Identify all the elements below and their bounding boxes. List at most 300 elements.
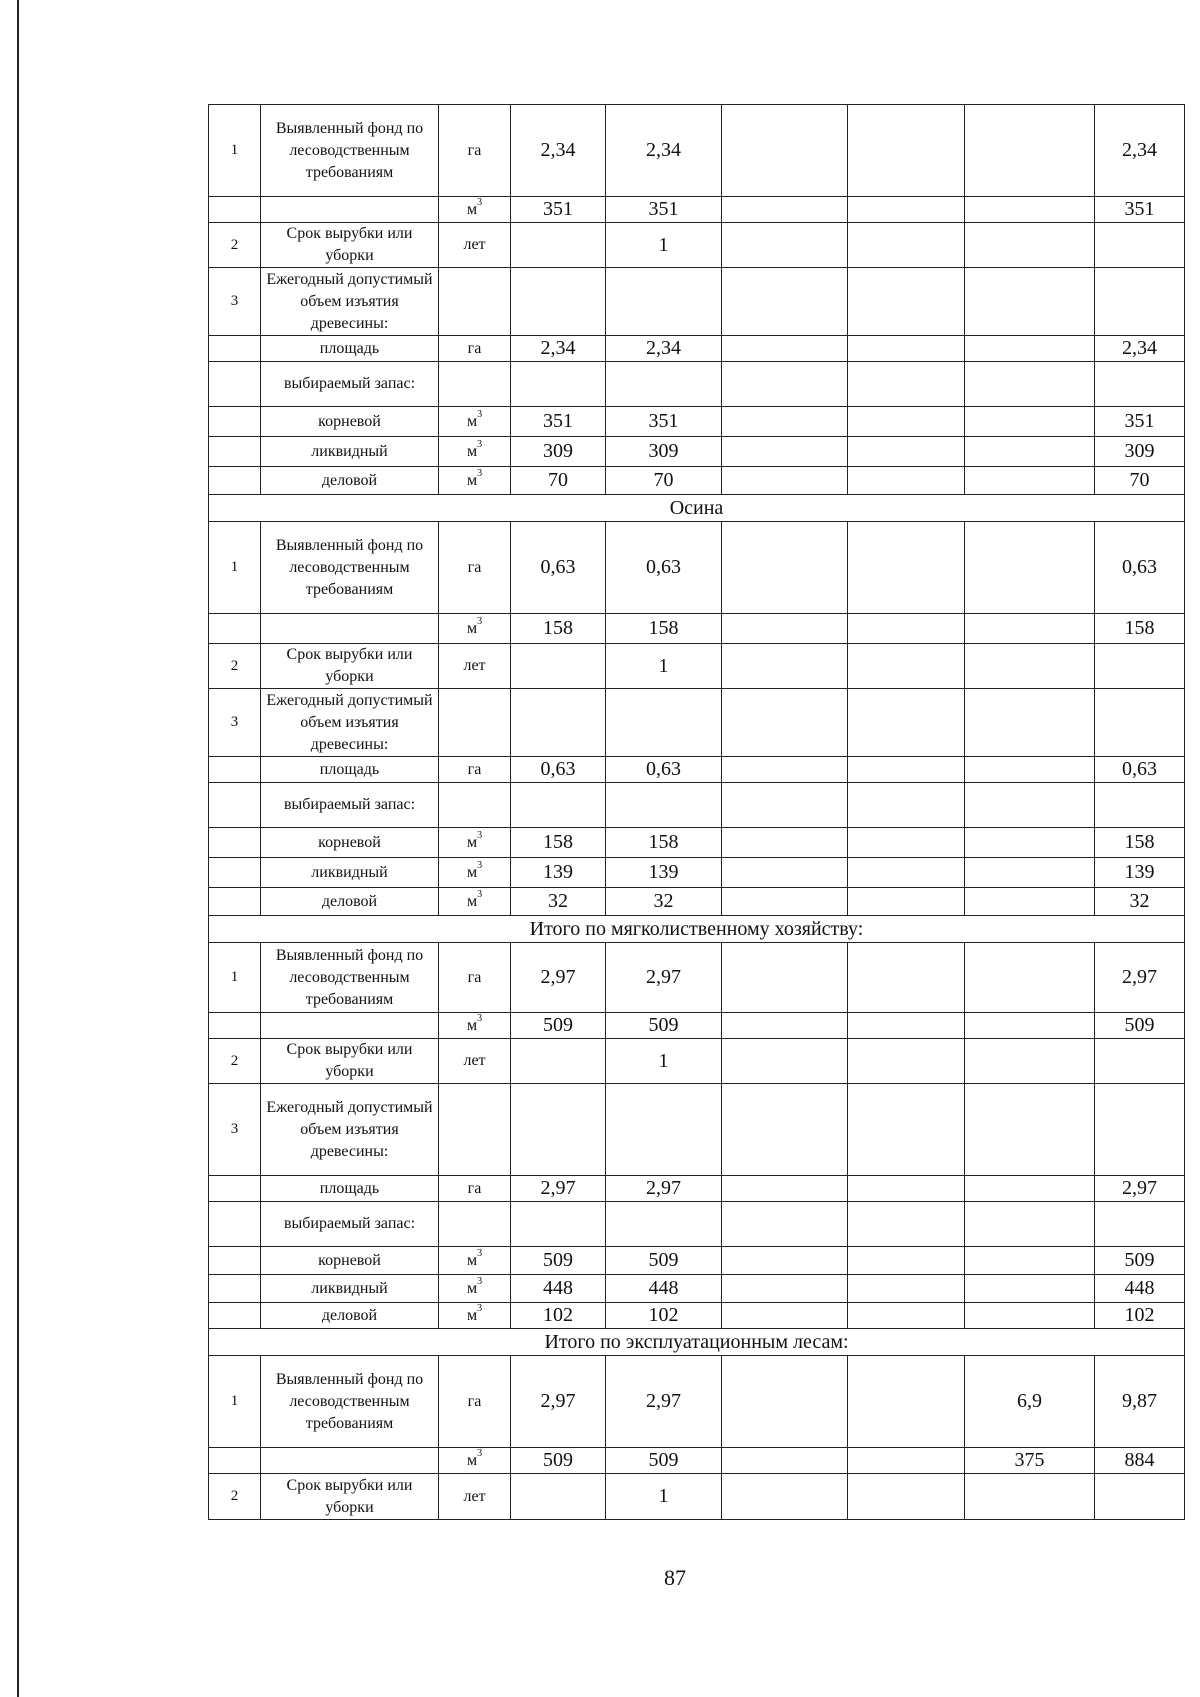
unit-cell	[439, 1247, 511, 1275]
value-cell-3	[722, 197, 848, 223]
indicator-label-cell: ликвидный	[261, 1275, 439, 1303]
unit-text: га	[467, 558, 482, 576]
value-cell-2: 1	[606, 223, 722, 268]
table-row	[209, 1474, 1185, 1520]
value-cell-1: 509	[511, 1448, 606, 1474]
row-number-cell: 1	[209, 105, 261, 197]
unit-cell	[439, 336, 511, 362]
value-cell-1	[511, 644, 606, 689]
unit-text: лет	[463, 657, 486, 674]
value-cell-3	[722, 689, 848, 757]
table-row	[209, 943, 1185, 1013]
value-cell-1: 2,34	[511, 105, 606, 197]
value-cell-4	[848, 105, 965, 197]
row-number-cell: 3	[209, 689, 261, 757]
table-row	[209, 1176, 1185, 1202]
indicator-label-cell: Выявленный фонд по лесоводственным требованиям	[261, 105, 439, 197]
table-row	[209, 614, 1185, 644]
indicator-label-cell	[261, 197, 439, 223]
value-cell-4	[848, 197, 965, 223]
value-cell-5	[965, 467, 1095, 495]
value-cell-2: 1	[606, 644, 722, 689]
value-cell-4	[848, 1013, 965, 1039]
value-cell-2: 509	[606, 1247, 722, 1275]
row-number-cell	[209, 888, 261, 916]
value-cell-1	[511, 1474, 606, 1520]
indicator-label-cell: Срок вырубки или уборки	[261, 1039, 439, 1084]
unit-exponent: 3	[477, 1012, 483, 1024]
value-cell-6: 509	[1095, 1013, 1185, 1039]
value-cell-4	[848, 644, 965, 689]
indicator-label-cell	[261, 1448, 439, 1474]
value-cell-4	[848, 362, 965, 407]
indicator-label-cell: деловой	[261, 888, 439, 916]
unit-text: га	[467, 760, 482, 778]
unit-cell	[439, 1303, 511, 1329]
value-cell-4	[848, 467, 965, 495]
value-cell-3	[722, 1356, 848, 1448]
value-cell-6: 2,34	[1095, 336, 1185, 362]
value-cell-6	[1095, 268, 1185, 336]
value-cell-6: 884	[1095, 1448, 1185, 1474]
value-cell-1: 351	[511, 407, 606, 437]
value-cell-3	[722, 105, 848, 197]
row-number-cell	[209, 757, 261, 783]
value-cell-5	[965, 522, 1095, 614]
value-cell-2: 448	[606, 1275, 722, 1303]
value-cell-3	[722, 268, 848, 336]
unit-cell	[439, 783, 511, 828]
unit-cell	[439, 223, 511, 268]
value-cell-1	[511, 268, 606, 336]
value-cell-5	[965, 828, 1095, 858]
unit-exponent: 3	[477, 1447, 483, 1459]
value-cell-6	[1095, 644, 1185, 689]
unit-text: м	[466, 863, 478, 881]
value-cell-4	[848, 1247, 965, 1275]
table-row	[209, 1084, 1185, 1176]
value-cell-3	[722, 1448, 848, 1474]
section-title: Итого по эксплуатационным лесам:	[209, 1329, 1185, 1356]
left-margin-line	[17, 0, 19, 1697]
indicator-label-cell: Срок вырубки или уборки	[261, 644, 439, 689]
value-cell-4	[848, 336, 965, 362]
page-number: 87	[664, 1565, 686, 1590]
table-row	[209, 858, 1185, 888]
value-cell-4	[848, 858, 965, 888]
value-cell-4	[848, 522, 965, 614]
value-cell-6	[1095, 362, 1185, 407]
table-row	[209, 268, 1185, 336]
value-cell-1: 509	[511, 1013, 606, 1039]
value-cell-5	[965, 105, 1095, 197]
value-cell-2: 351	[606, 407, 722, 437]
unit-text: га	[467, 968, 482, 986]
row-number-cell	[209, 858, 261, 888]
indicator-label-cell: Срок вырубки или уборки	[261, 223, 439, 268]
value-cell-5: 6,9	[965, 1356, 1095, 1448]
indicator-label-cell: корневой	[261, 1247, 439, 1275]
value-cell-6: 2,97	[1095, 943, 1185, 1013]
value-cell-2	[606, 1084, 722, 1176]
value-cell-3	[722, 362, 848, 407]
value-cell-4	[848, 1275, 965, 1303]
row-number-cell: 1	[209, 1356, 261, 1448]
unit-text: га	[467, 339, 482, 357]
value-cell-2: 509	[606, 1448, 722, 1474]
value-cell-1: 0,63	[511, 522, 606, 614]
unit-exponent: 3	[477, 467, 483, 479]
row-number-cell	[209, 1448, 261, 1474]
value-cell-5	[965, 858, 1095, 888]
unit-cell	[439, 437, 511, 467]
value-cell-2: 1	[606, 1039, 722, 1084]
unit-text: м	[466, 833, 478, 851]
unit-cell	[439, 828, 511, 858]
section-header-row	[209, 916, 1185, 943]
value-cell-5	[965, 197, 1095, 223]
table-row	[209, 1202, 1185, 1247]
value-cell-5	[965, 1084, 1095, 1176]
unit-cell	[439, 614, 511, 644]
section-title: Осина	[209, 495, 1185, 522]
value-cell-6	[1095, 1084, 1185, 1176]
value-cell-6: 32	[1095, 888, 1185, 916]
unit-text: м	[466, 412, 478, 430]
table-row	[209, 689, 1185, 757]
unit-cell	[439, 858, 511, 888]
indicator-label-cell: площадь	[261, 336, 439, 362]
value-cell-6: 351	[1095, 197, 1185, 223]
row-number-cell	[209, 362, 261, 407]
value-cell-6: 509	[1095, 1247, 1185, 1275]
value-cell-4	[848, 828, 965, 858]
value-cell-1	[511, 1202, 606, 1247]
unit-text: м	[466, 200, 478, 218]
value-cell-2	[606, 1202, 722, 1247]
value-cell-5: 375	[965, 1448, 1095, 1474]
value-cell-6: 0,63	[1095, 757, 1185, 783]
value-cell-3	[722, 1039, 848, 1084]
value-cell-2: 139	[606, 858, 722, 888]
indicator-label-cell: ликвидный	[261, 437, 439, 467]
value-cell-2: 351	[606, 197, 722, 223]
value-cell-3	[722, 1013, 848, 1039]
value-cell-6	[1095, 783, 1185, 828]
indicator-label-cell: корневой	[261, 407, 439, 437]
row-number-cell: 2	[209, 223, 261, 268]
value-cell-2	[606, 689, 722, 757]
value-cell-1: 158	[511, 614, 606, 644]
value-cell-1: 0,63	[511, 757, 606, 783]
unit-text: лет	[463, 236, 486, 253]
value-cell-6	[1095, 1039, 1185, 1084]
value-cell-6: 102	[1095, 1303, 1185, 1329]
row-number-cell: 1	[209, 943, 261, 1013]
value-cell-3	[722, 1247, 848, 1275]
value-cell-4	[848, 689, 965, 757]
indicator-label-cell	[261, 1013, 439, 1039]
value-cell-1: 509	[511, 1247, 606, 1275]
unit-cell	[439, 1176, 511, 1202]
value-cell-5	[965, 268, 1095, 336]
unit-exponent: 3	[477, 829, 483, 841]
table-row	[209, 407, 1185, 437]
value-cell-3	[722, 783, 848, 828]
unit-text: м	[466, 1306, 478, 1324]
table-row	[209, 336, 1185, 362]
unit-cell	[439, 105, 511, 197]
table-row	[209, 522, 1185, 614]
value-cell-5	[965, 223, 1095, 268]
value-cell-4	[848, 943, 965, 1013]
row-number-cell	[209, 197, 261, 223]
value-cell-1	[511, 689, 606, 757]
unit-cell	[439, 522, 511, 614]
table-row	[209, 783, 1185, 828]
indicator-label-cell: корневой	[261, 828, 439, 858]
value-cell-2: 309	[606, 437, 722, 467]
unit-text: м	[466, 1016, 478, 1034]
table-row	[209, 828, 1185, 858]
unit-cell	[439, 1039, 511, 1084]
value-cell-6	[1095, 1202, 1185, 1247]
section-header-row	[209, 1329, 1185, 1356]
indicator-label-cell: выбираемый запас:	[261, 783, 439, 828]
value-cell-5	[965, 1303, 1095, 1329]
table-row	[209, 105, 1185, 197]
indicator-label-cell: Ежегодный допустимый объем изъятия древесины:	[261, 268, 439, 336]
unit-cell	[439, 362, 511, 407]
value-cell-3	[722, 1474, 848, 1520]
row-number-cell	[209, 1275, 261, 1303]
value-cell-5	[965, 1039, 1095, 1084]
value-cell-4	[848, 1303, 965, 1329]
value-cell-4	[848, 1356, 965, 1448]
value-cell-5	[965, 888, 1095, 916]
indicator-label-cell: деловой	[261, 467, 439, 495]
value-cell-6: 2,34	[1095, 105, 1185, 197]
unit-text: лет	[463, 1052, 486, 1069]
value-cell-1: 2,97	[511, 943, 606, 1013]
row-number-cell: 1	[209, 522, 261, 614]
value-cell-1: 2,34	[511, 336, 606, 362]
indicator-label-cell: Выявленный фонд по лесоводственным требованиям	[261, 1356, 439, 1448]
row-number-cell	[209, 828, 261, 858]
unit-cell	[439, 1448, 511, 1474]
value-cell-1	[511, 1039, 606, 1084]
table-row	[209, 467, 1185, 495]
unit-exponent: 3	[477, 615, 483, 627]
unit-cell	[439, 407, 511, 437]
value-cell-3	[722, 223, 848, 268]
section-title: Итого по мягколиственному хозяйству:	[209, 916, 1185, 943]
unit-text: м	[466, 471, 478, 489]
value-cell-6: 2,97	[1095, 1176, 1185, 1202]
value-cell-5	[965, 1247, 1095, 1275]
table-row	[209, 1275, 1185, 1303]
value-cell-3	[722, 1303, 848, 1329]
value-cell-5	[965, 336, 1095, 362]
value-cell-5	[965, 1474, 1095, 1520]
value-cell-3	[722, 614, 848, 644]
value-cell-5	[965, 1176, 1095, 1202]
row-number-cell: 2	[209, 1474, 261, 1520]
indicator-label-cell: Выявленный фонд по лесоводственным требованиям	[261, 943, 439, 1013]
value-cell-6	[1095, 689, 1185, 757]
unit-exponent: 3	[477, 888, 483, 900]
value-cell-3	[722, 1202, 848, 1247]
value-cell-6: 448	[1095, 1275, 1185, 1303]
value-cell-3	[722, 888, 848, 916]
value-cell-2: 509	[606, 1013, 722, 1039]
unit-exponent: 3	[477, 1275, 483, 1287]
value-cell-4	[848, 614, 965, 644]
table-row	[209, 888, 1185, 916]
value-cell-4	[848, 783, 965, 828]
value-cell-1: 448	[511, 1275, 606, 1303]
table-row	[209, 757, 1185, 783]
value-cell-2: 2,34	[606, 336, 722, 362]
row-number-cell: 3	[209, 1084, 261, 1176]
value-cell-2: 158	[606, 614, 722, 644]
table-row	[209, 644, 1185, 689]
row-number-cell	[209, 437, 261, 467]
value-cell-4	[848, 1084, 965, 1176]
indicator-label-cell: Срок вырубки или уборки	[261, 1474, 439, 1520]
value-cell-3	[722, 1084, 848, 1176]
value-cell-5	[965, 1202, 1095, 1247]
row-number-cell	[209, 1176, 261, 1202]
value-cell-5	[965, 943, 1095, 1013]
value-cell-3	[722, 407, 848, 437]
value-cell-5	[965, 783, 1095, 828]
table-row	[209, 1356, 1185, 1448]
value-cell-3	[722, 336, 848, 362]
value-cell-2: 70	[606, 467, 722, 495]
table-row	[209, 1448, 1185, 1474]
indicator-label-cell	[261, 614, 439, 644]
value-cell-4	[848, 1474, 965, 1520]
value-cell-4	[848, 1448, 965, 1474]
value-cell-2	[606, 268, 722, 336]
value-cell-1: 139	[511, 858, 606, 888]
value-cell-5	[965, 757, 1095, 783]
value-cell-1: 32	[511, 888, 606, 916]
indicator-label-cell: деловой	[261, 1303, 439, 1329]
value-cell-5	[965, 1013, 1095, 1039]
value-cell-5	[965, 407, 1095, 437]
value-cell-6	[1095, 223, 1185, 268]
unit-cell	[439, 644, 511, 689]
value-cell-2: 2,97	[606, 1176, 722, 1202]
unit-text: м	[466, 892, 478, 910]
table-row	[209, 197, 1185, 223]
row-number-cell	[209, 614, 261, 644]
value-cell-2: 0,63	[606, 757, 722, 783]
indicator-label-cell: выбираемый запас:	[261, 362, 439, 407]
unit-text: м	[466, 619, 478, 637]
value-cell-3	[722, 943, 848, 1013]
value-cell-1: 70	[511, 467, 606, 495]
value-cell-4	[848, 888, 965, 916]
indicator-label-cell: площадь	[261, 1176, 439, 1202]
unit-cell	[439, 268, 511, 336]
value-cell-4	[848, 757, 965, 783]
unit-cell	[439, 1084, 511, 1176]
unit-cell	[439, 467, 511, 495]
unit-cell	[439, 197, 511, 223]
value-cell-4	[848, 407, 965, 437]
value-cell-4	[848, 223, 965, 268]
value-cell-2	[606, 783, 722, 828]
value-cell-1: 102	[511, 1303, 606, 1329]
value-cell-2: 2,97	[606, 1356, 722, 1448]
value-cell-3	[722, 1176, 848, 1202]
indicator-label-cell: выбираемый запас:	[261, 1202, 439, 1247]
table-row	[209, 1039, 1185, 1084]
value-cell-3	[722, 1275, 848, 1303]
value-cell-6: 9,87	[1095, 1356, 1185, 1448]
row-number-cell	[209, 1013, 261, 1039]
unit-text: м	[466, 442, 478, 460]
table-body	[209, 105, 1185, 1520]
value-cell-6: 0,63	[1095, 522, 1185, 614]
value-cell-5	[965, 644, 1095, 689]
row-number-cell	[209, 783, 261, 828]
value-cell-5	[965, 689, 1095, 757]
unit-exponent: 3	[477, 408, 483, 420]
unit-cell	[439, 1013, 511, 1039]
unit-exponent: 3	[477, 1247, 483, 1259]
row-number-cell	[209, 407, 261, 437]
value-cell-1: 351	[511, 197, 606, 223]
table-row	[209, 1303, 1185, 1329]
value-cell-6: 309	[1095, 437, 1185, 467]
value-cell-4	[848, 1039, 965, 1084]
value-cell-3	[722, 644, 848, 689]
indicator-label-cell: Ежегодный допустимый объем изъятия древесины:	[261, 1084, 439, 1176]
value-cell-4	[848, 268, 965, 336]
value-cell-2: 2,34	[606, 105, 722, 197]
value-cell-3	[722, 858, 848, 888]
table-row	[209, 1013, 1185, 1039]
unit-text: га	[467, 1179, 482, 1197]
table-row	[209, 223, 1185, 268]
value-cell-2: 1	[606, 1474, 722, 1520]
unit-cell	[439, 1356, 511, 1448]
unit-exponent: 3	[477, 196, 483, 208]
unit-exponent: 3	[477, 438, 483, 450]
value-cell-3	[722, 437, 848, 467]
unit-text: лет	[463, 1487, 486, 1505]
unit-text: м	[466, 1279, 478, 1297]
value-cell-5	[965, 614, 1095, 644]
unit-exponent: 3	[477, 1302, 483, 1314]
unit-cell	[439, 757, 511, 783]
unit-cell	[439, 1474, 511, 1520]
value-cell-2: 2,97	[606, 943, 722, 1013]
value-cell-1	[511, 223, 606, 268]
value-cell-6	[1095, 1474, 1185, 1520]
value-cell-1	[511, 362, 606, 407]
value-cell-1: 2,97	[511, 1176, 606, 1202]
value-cell-3	[722, 828, 848, 858]
indicator-label-cell: Выявленный фонд по лесоводственным требованиям	[261, 522, 439, 614]
value-cell-6: 158	[1095, 828, 1185, 858]
value-cell-2: 0,63	[606, 522, 722, 614]
unit-text: га	[467, 1392, 482, 1410]
